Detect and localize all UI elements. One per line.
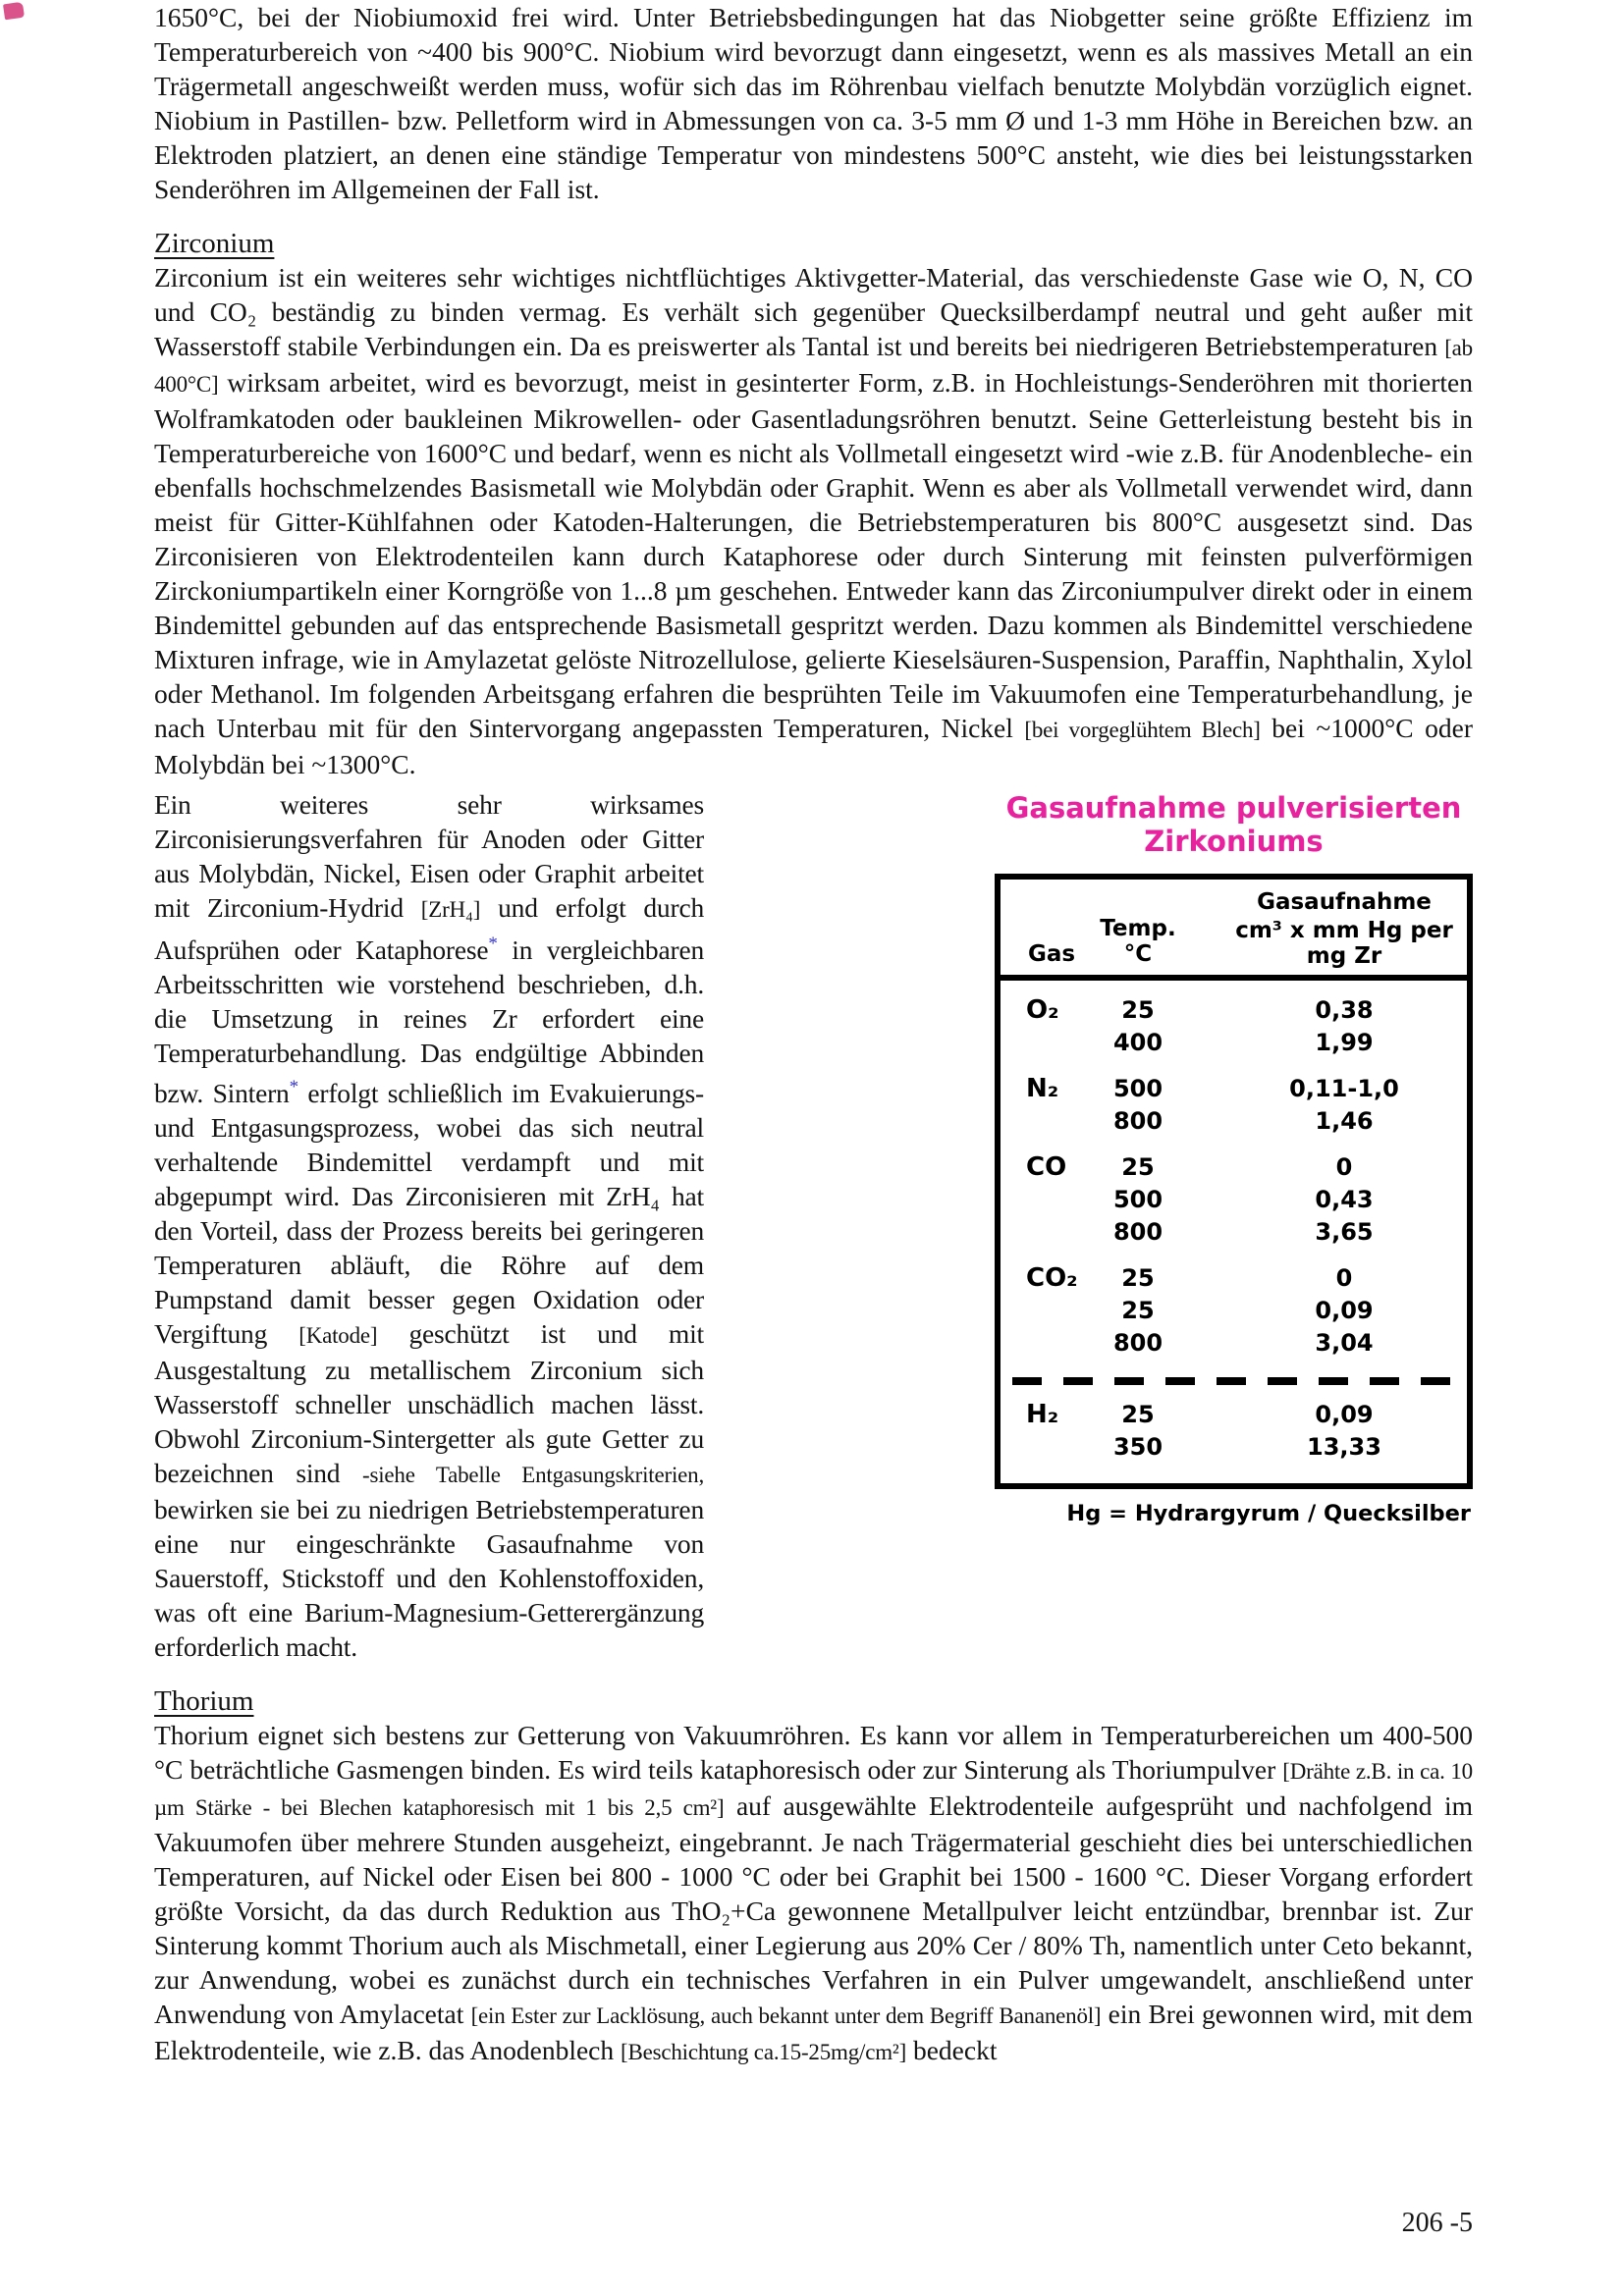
temp-cell: 25: [1121, 1297, 1155, 1324]
page-number: 206 -5: [1401, 2208, 1473, 2238]
temp-cell: 800: [1112, 1218, 1163, 1246]
text-run: in vergleichbaren Arbeitsschritten wie vorstehend beschrieben, d.h. die Umsetzung in reines Zr erfordert eine Temperaturbehandlung. Das endgültige Abbinden bzw. Sintern: [154, 934, 704, 1108]
table-row: [1094, 1327, 1467, 1360]
text-run: bewirken sie bei zu niedrigen Betriebstemperaturen eine nur eingeschränkte Gasaufnahme von Sauerstoff, Stickstoff und den Kohlenstoffoxiden, was oft eine Barium-Magnesium-Getterergänzung erforderlich macht.: [154, 1494, 704, 1662]
gas-uptake-figure: [995, 787, 1473, 1526]
col-header-uptake-title: Gasaufnahme: [1257, 889, 1432, 915]
temp-cell: 25: [1121, 1401, 1155, 1428]
temp-cell: 25: [1121, 1264, 1155, 1292]
two-column-section: [154, 787, 1473, 1664]
paragraph-niobium: [154, 0, 1473, 206]
value-cell: 1,46: [1315, 1107, 1374, 1135]
table-row: [1094, 994, 1467, 1027]
group-rows: [1094, 1262, 1467, 1360]
gas-label: CO: [1026, 1152, 1067, 1182]
col-header-temp: Temp.°C: [1100, 916, 1176, 967]
text-run: [ein Ester zur Lacklösung, auch bekannt unter dem Begriff Bananenöl]: [470, 2003, 1102, 2028]
text-run: [bei vorgeglühtem Blech]: [1024, 718, 1261, 742]
table-row: [1094, 1295, 1467, 1327]
text-run: ein Brei gewonnen wird, mit dem Elektrodenteile, wie z.B. das Anodenblech: [154, 1999, 1474, 2065]
table-row: [1094, 1105, 1467, 1138]
text-run: -siehe Tabelle Entgasungskriterien,: [362, 1463, 704, 1487]
figure-title: Gasaufnahme pulverisierten Zirkoniums: [1005, 791, 1462, 858]
table-row: [1094, 1184, 1467, 1216]
value-cell: 0,11-1,0: [1289, 1075, 1399, 1102]
gas-label: O₂: [1026, 995, 1059, 1025]
gas-label: N₂: [1026, 1074, 1059, 1103]
text-run: erfolgt schließlich im Evakuierungs- und Entgasungsprozess, wobei das sich neutral verhaltende Bindemittel verdampft und mit abgepumpt wird. Das Zirconisieren mit ZrH₄ hat den Vorteil, dass der Prozess bereits bei geringeren Temperaturen abläuft, die Röhre auf dem Pumpstand damit besser gegen Oxidation oder Vergiftung: [154, 1078, 704, 1349]
dashed-separator: [1012, 1377, 1455, 1385]
table-row: [1094, 1431, 1467, 1464]
group-rows: [1094, 994, 1467, 1059]
table-row: [1094, 1073, 1467, 1105]
text-run: Thorium eignet sich bestens zur Getterung von Vakuumröhren. Es kann vor allem in Temperaturbereichen um 400-500 °C beträchtliche Gasmengen binden. Es wird teils kataphoresisch oder zur Sinterung als Thoriumpulver: [154, 1720, 1473, 1785]
text-run: wirksam arbeitet, wird es bevorzugt, meist in gesinterter Form, z.B. in Hochleistungs-Senderöhren mit thorierten Wolframkatoden oder baukleinen Mikrowellen- oder Gasentladungsröhren benutzt. Seine Getterleistung besteht bis in Temperaturbereiche von 1600°C und bedarf, wenn es nicht als Vollmetall eingesetzt wird -wie z.B. für Anodenbleche- ein ebenfalls hochschmelzendes Basismetall wie Molybdän oder Graphit. Wenn es aber als Vollmetall verwendet wird, dann meist für Gitter-Kühlfahnen oder Katoden-Halterungen, die Betriebstemperaturen bis 800°C ausgesetzt sind. Das Zirconisieren von Elektrodenteilen kann durch Kataphorese oder durch Sinterung mit feinsten pulverförmigen Zirckoniumpartikeln einer Korngröße von 1...8 µm geschehen. Entweder kann das Zirconiumpulver direkt oder in einem Bindemittel gebunden auf das entsprechende Basismetall gespritzt werden. Dazu kommen als Bindemittel verschiedene Mixturen infrage, wie in Amylazetat gelöste Nitrozellulose, gelierte Kieselsäuren-Suspension, Paraffin, Naphthalin, Xylol oder Methanol. Im folgenden Arbeitsgang erfahren die besprühten Teile im Vakuumofen eine Temperaturbehandlung, je nach Unterbau mit für den Sintervorgang angepassten Temperaturen, Nickel: [154, 367, 1473, 743]
col-header-gas: Gas: [1028, 941, 1076, 967]
table-header-row: [1001, 880, 1467, 981]
temp-cell: 500: [1112, 1186, 1163, 1213]
table-group-co2: [1001, 1262, 1467, 1360]
group-rows: [1094, 1073, 1467, 1138]
text-run: bei ~1000°C oder Molybdän bei ~1300°C.: [154, 713, 1473, 779]
text-run: Zirconium ist ein weiteres sehr wichtiges nichtflüchtiges Aktivgetter-Material, das verschiedenste Gase wie O, N, CO und CO₂ beständig zu binden vermag. Es verhält sich gegenüber Quecksilberdampf neutral und geht außer mit Wasserstoff stabile Verbindungen ein. Da es preiswerter als Tantal ist und bereits bei niedrigeren Betriebstemperaturen: [154, 262, 1473, 361]
col-header-uptake: [1182, 889, 1467, 969]
table-row: [1094, 1399, 1467, 1431]
value-cell: 0: [1335, 1153, 1353, 1181]
text-run: *: [289, 1077, 298, 1097]
value-cell: 0: [1335, 1264, 1353, 1292]
value-cell: 3,65: [1315, 1218, 1374, 1246]
text-run: [Drähte z.B. in ca. 10 µm Stärke - bei Blechen kataphoresisch mit 1 bis 2,5 cm²]: [154, 1759, 1473, 1820]
temp-cell: 400: [1112, 1029, 1163, 1056]
value-cell: 0,09: [1315, 1297, 1374, 1324]
heading-zirconium: Zirconium: [154, 228, 275, 259]
gas-uptake-table: [995, 874, 1473, 1489]
value-cell: 0,38: [1315, 996, 1374, 1024]
value-cell: 0,43: [1315, 1186, 1374, 1213]
paragraph-thorium: [154, 1718, 1473, 2069]
page-content: [154, 0, 1473, 2069]
gas-label: H₂: [1026, 1400, 1059, 1429]
table-group-o2: [1001, 994, 1467, 1059]
paragraph-zirconium: [154, 260, 1473, 781]
temp-cell: 25: [1121, 1153, 1155, 1181]
value-cell: 3,04: [1315, 1329, 1374, 1357]
temp-cell: 800: [1112, 1107, 1163, 1135]
temp-cell: 25: [1121, 996, 1155, 1024]
text-run: [ZrH₄]: [420, 897, 481, 922]
gas-label: CO₂: [1026, 1263, 1078, 1293]
temp-cell: 350: [1112, 1433, 1163, 1461]
text-run: *: [488, 934, 498, 954]
table-group-n2: [1001, 1073, 1467, 1138]
scan-artifact-mark: [3, 2, 25, 21]
text-run: bedeckt: [906, 2035, 998, 2065]
paragraph-zirconium-column: [154, 787, 704, 1664]
group-rows: [1094, 1399, 1467, 1464]
table-row: [1094, 1262, 1467, 1295]
table-body: [1001, 981, 1467, 1483]
text-run: Ein weiteres sehr wirksames Zirconisierungsverfahren für Anoden oder Gitter aus Molybdän, Nickel, Eisen oder Graphit arbeitet mit Zirconium-Hydrid: [154, 789, 704, 923]
text-run: geschützt ist und mit Ausgestaltung zu metallischem Zirconium sich Wasserstoff schneller unschädlich machen lässt. Obwohl Zirconium-Sintergetter als gute Getter zu bezeichnen sind: [154, 1318, 704, 1488]
text-run: auf ausgewählte Elektrodenteile aufgesprüht und nachfolgend im Vakuumofen über mehrere Stunden ausgeheizt, eingebrannt. Je nach Trägermaterial geschieht dies bei unterschiedlichen Temperaturen, auf Nickel oder Eisen bei 800 - 1000 °C oder bei Graphit bei 1500 - 1600 °C. Dieser Vorgang erfordert größte Vorsicht, da das durch Reduktion aus ThO₂+Ca gewonnene Metallpulver leicht entzündbar, brennbar ist. Zur Sinterung kommt Thorium auch als Mischmetall, einer Legierung aus 20% Cer / 80% Th, namentlich unter Ceto bekannt, zur Anwendung, wobei es zunächst durch ein technisches Verfahren in ein Pulver umgewandelt, anschließend unter Anwendung von Amylacetat: [154, 1790, 1473, 2029]
text-run: 1650°C, bei der Niobiumoxid frei wird. Unter Betriebsbedingungen hat das Niobgetter seine größte Effizienz im Temperaturbereich von ~400 bis 900°C. Niobium wird bevorzugt dann eingesetzt, wenn es als massives Metall an ein Trägermetall angeschweißt werden muss, wofür sich das im Röhrenbau vielfach benutzte Molybdän vorzüglich eignet. Niobium in Pastillen- bzw. Pelletform wird in Abmessungen von ca. 3-5 mm Ø und 1-3 mm Höhe in Bereichen bzw. an Elektroden platziert, an denen eine ständige Temperatur von mindestens 500°C ansteht, wie dies bei leistungsstarken Senderöhren im Allgemeinen der Fall ist.: [154, 2, 1473, 204]
table-row: [1094, 1027, 1467, 1059]
text-run: und erfolgt durch Aufsprühen oder Kataphorese: [154, 892, 704, 965]
table-row: [1094, 1216, 1467, 1249]
table-group-co: [1001, 1151, 1467, 1249]
group-rows: [1094, 1151, 1467, 1249]
table-caption: Hg = Hydrargyrum / Quecksilber: [1066, 1501, 1471, 1526]
table-group-h2: [1001, 1399, 1467, 1464]
text-run: [Katode]: [298, 1323, 378, 1348]
temp-cell: 800: [1112, 1329, 1163, 1357]
temp-cell: 500: [1112, 1075, 1163, 1102]
text-run: [Beschichtung ca.15-25mg/cm²]: [621, 2040, 907, 2064]
value-cell: 13,33: [1307, 1433, 1381, 1461]
text-run: [ab 400°C]: [154, 336, 1473, 397]
value-cell: 0,09: [1315, 1401, 1374, 1428]
heading-thorium: Thorium: [154, 1685, 254, 1717]
value-cell: 1,99: [1315, 1029, 1374, 1056]
table-row: [1094, 1151, 1467, 1184]
col-header-uptake-unit: cm³ x mm Hg per mg Zr: [1235, 918, 1453, 969]
